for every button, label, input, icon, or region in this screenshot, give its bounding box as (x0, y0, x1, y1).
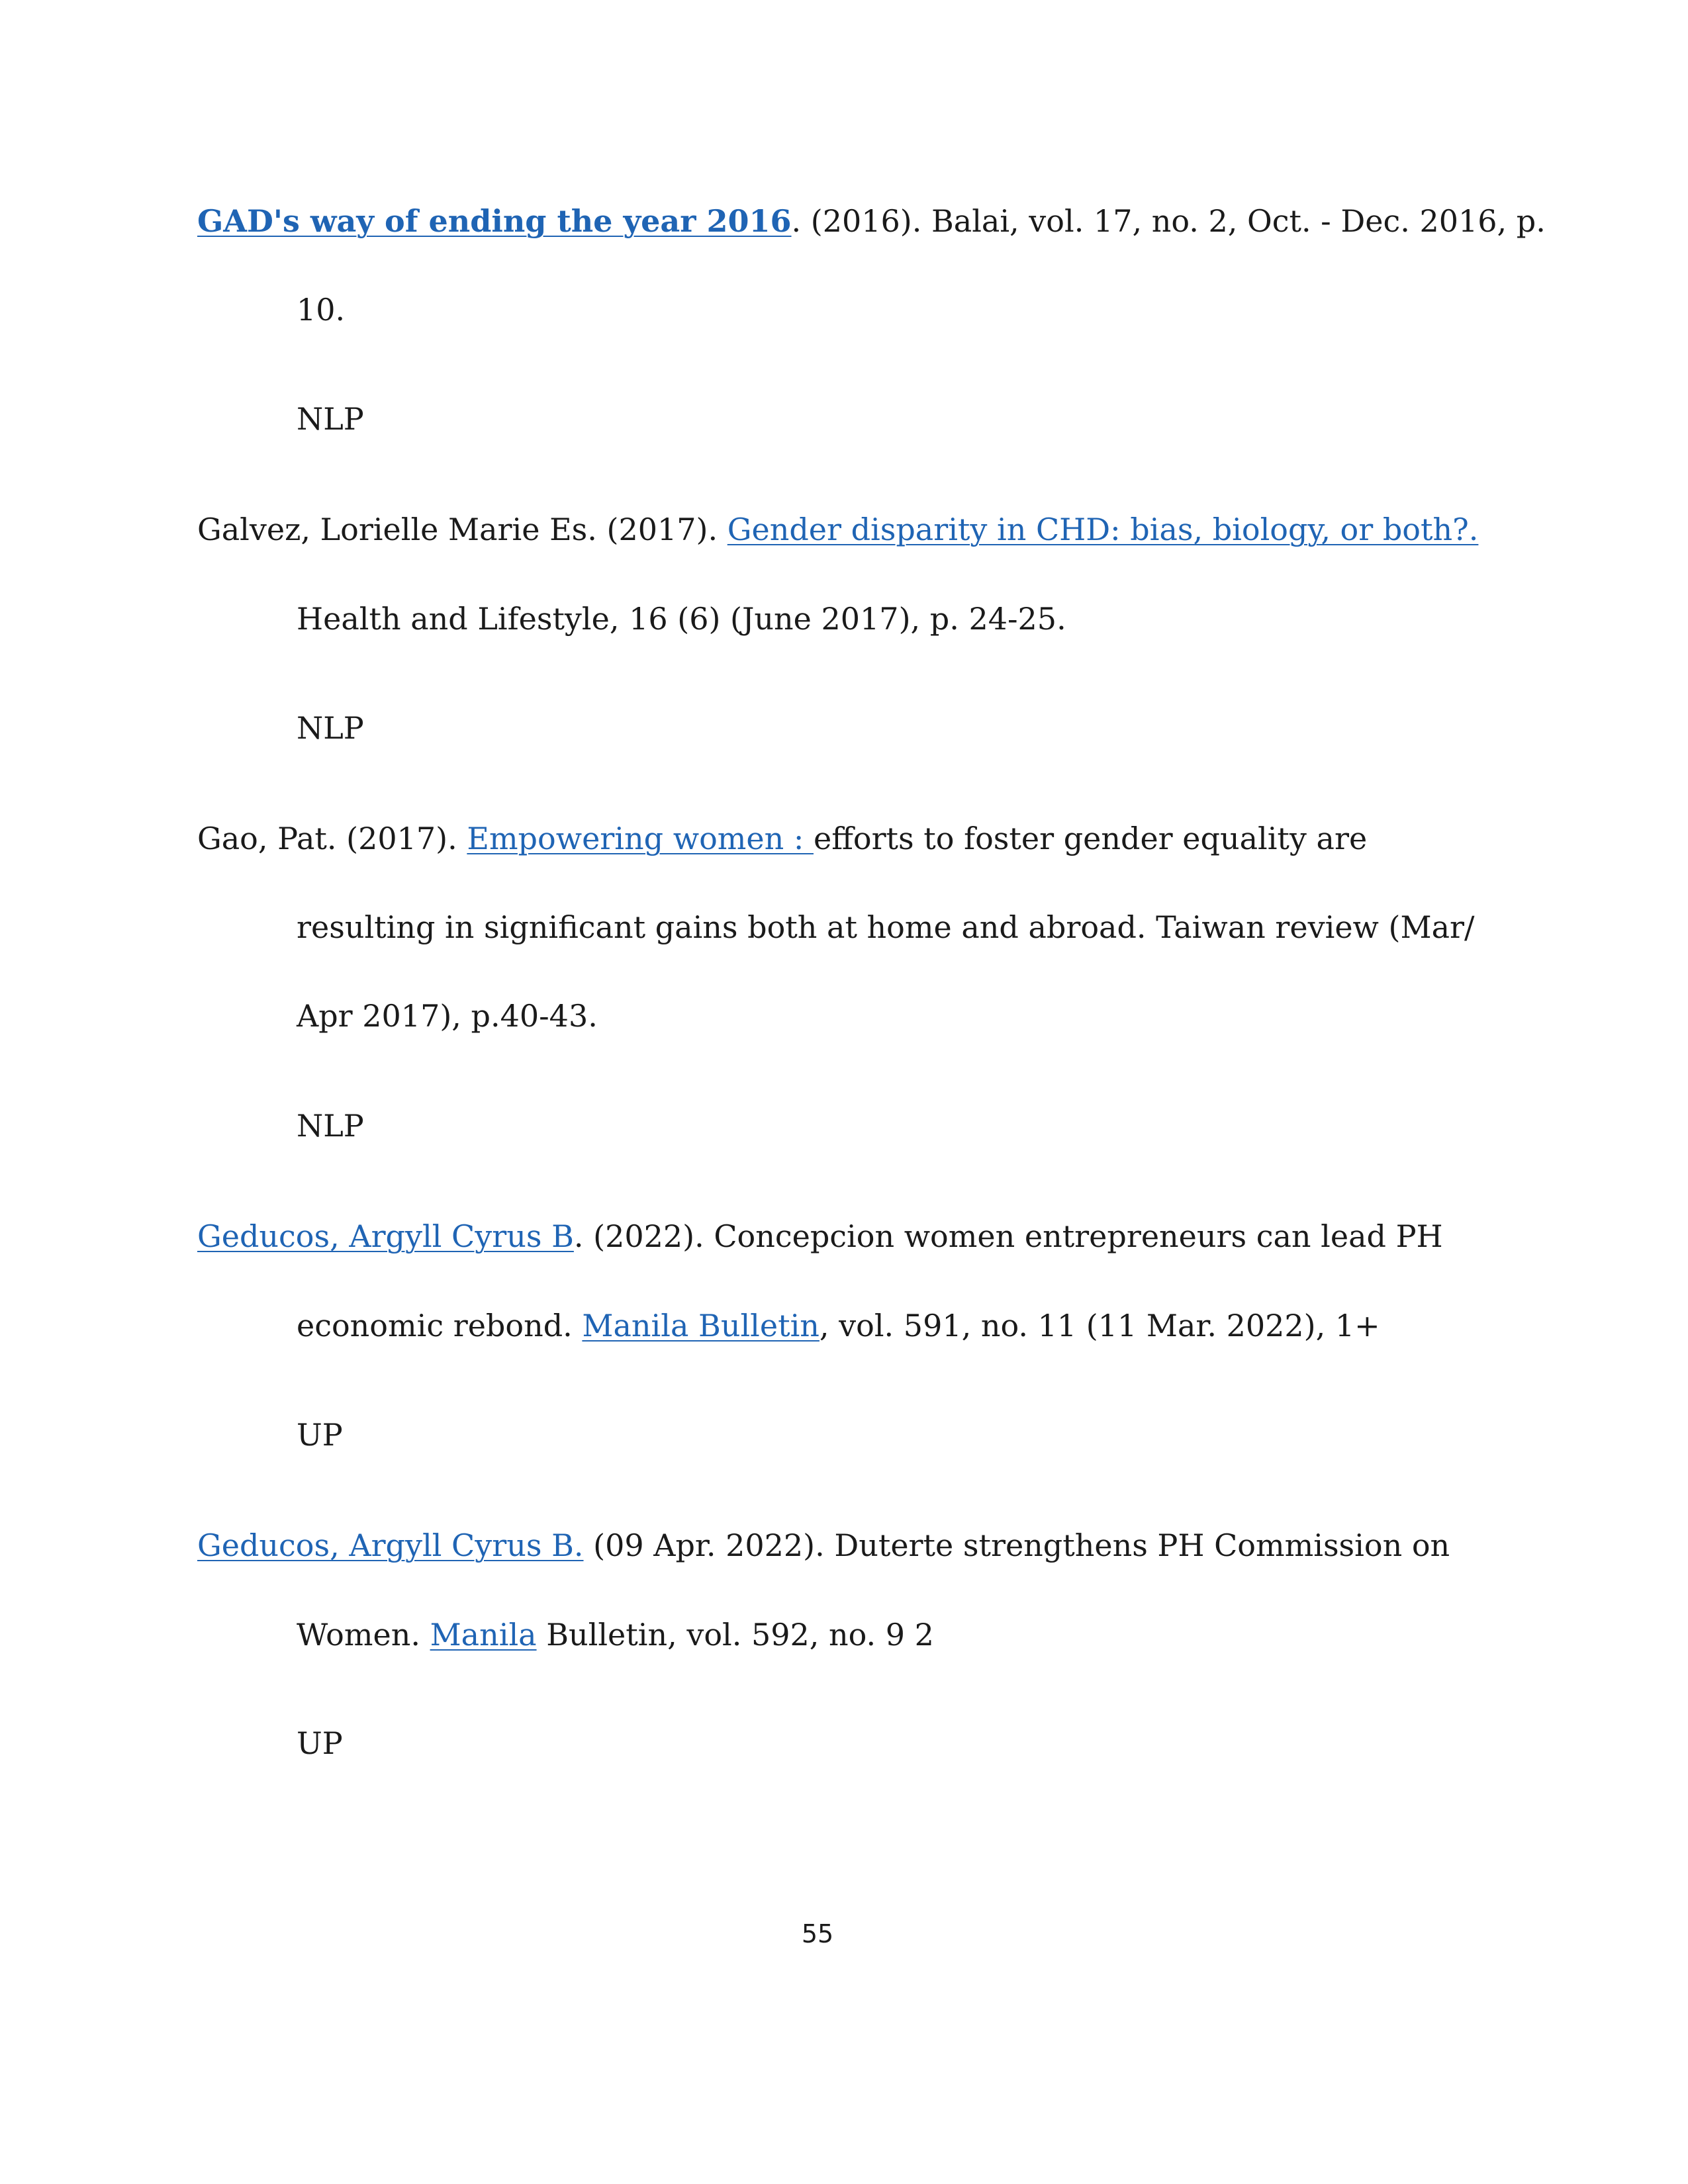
entry-5-location-text: UP (297, 1725, 343, 1761)
entry-2-source: Health and Lifestyle, 16 (6) (June 2017), p. 24-25. (297, 601, 1066, 637)
entry-4-author-link[interactable]: Geducos, Argyll Cyrus B (197, 1218, 574, 1254)
entry-4-location-text: UP (297, 1417, 343, 1453)
entry-1-title-link[interactable]: GAD's way of ending the year 2016 (197, 203, 792, 239)
entry-5-location (297, 1723, 343, 1763)
entry-1-location-text: NLP (297, 401, 364, 437)
entry-2-author: Galvez, Lorielle Marie Es. (2017). (197, 512, 727, 547)
entry-4-location (297, 1415, 343, 1455)
entry-2-line-2 (297, 599, 1066, 639)
entry-4-cont-pre: economic rebond. (297, 1308, 583, 1343)
entry-5-line-1 (197, 1525, 1450, 1565)
entry-3-author: Gao, Pat. (2017). (197, 821, 467, 856)
entry-3-location-text: NLP (297, 1108, 364, 1144)
entry-1-page: 10. (297, 292, 346, 328)
entry-4-cont-post: , vol. 591, no. 11 (11 Mar. 2022), 1+ (819, 1308, 1380, 1343)
entry-4-source-link[interactable]: Manila Bulletin (582, 1308, 820, 1343)
entry-3-continuation-1: resulting in significant gains both at home and abroad. Taiwan review (Mar/ (297, 909, 1475, 945)
page-number: 55 (801, 1919, 834, 1948)
entry-1-location (297, 399, 364, 439)
entry-3-line-3 (297, 996, 598, 1036)
entry-3-title-rest: efforts to foster gender equality are (813, 821, 1368, 856)
entry-5-citation: (09 Apr. 2022). Duterte strengthens PH Commission on (583, 1527, 1450, 1563)
entry-5-line-2 (297, 1615, 934, 1655)
entry-5-author-link[interactable]: Geducos, Argyll Cyrus B. (197, 1527, 584, 1563)
entry-2-location (297, 708, 364, 748)
entry-5-cont-pre: Women. (297, 1617, 430, 1653)
entry-4-line-1 (197, 1216, 1443, 1256)
entry-3-line-2 (297, 907, 1475, 947)
entry-5-cont-post: Bulletin, vol. 592, no. 9 2 (536, 1617, 934, 1653)
entry-2-title-link[interactable]: Gender disparity in CHD: bias, biology, or both?. (727, 512, 1479, 547)
entry-1-citation: . (2016). Balai, vol. 17, no. 2, Oct. - Dec. 2016, p. (791, 203, 1546, 239)
entry-3-location (297, 1106, 364, 1146)
entry-3-line-1 (197, 819, 1367, 858)
entry-5-source-link[interactable]: Manila (430, 1617, 537, 1653)
entry-3-continuation-2: Apr 2017), p.40-43. (297, 998, 598, 1034)
entry-1-line-2 (297, 290, 345, 330)
entry-1-line-1 (197, 201, 1546, 241)
entry-3-title-link[interactable]: Empowering women : (467, 821, 814, 856)
entry-4-citation: . (2022). Concepcion women entrepreneurs can lead PH (573, 1218, 1443, 1254)
entry-4-line-2 (297, 1306, 1380, 1345)
entry-2-line-1 (197, 510, 1478, 549)
entry-2-location-text: NLP (297, 710, 364, 746)
